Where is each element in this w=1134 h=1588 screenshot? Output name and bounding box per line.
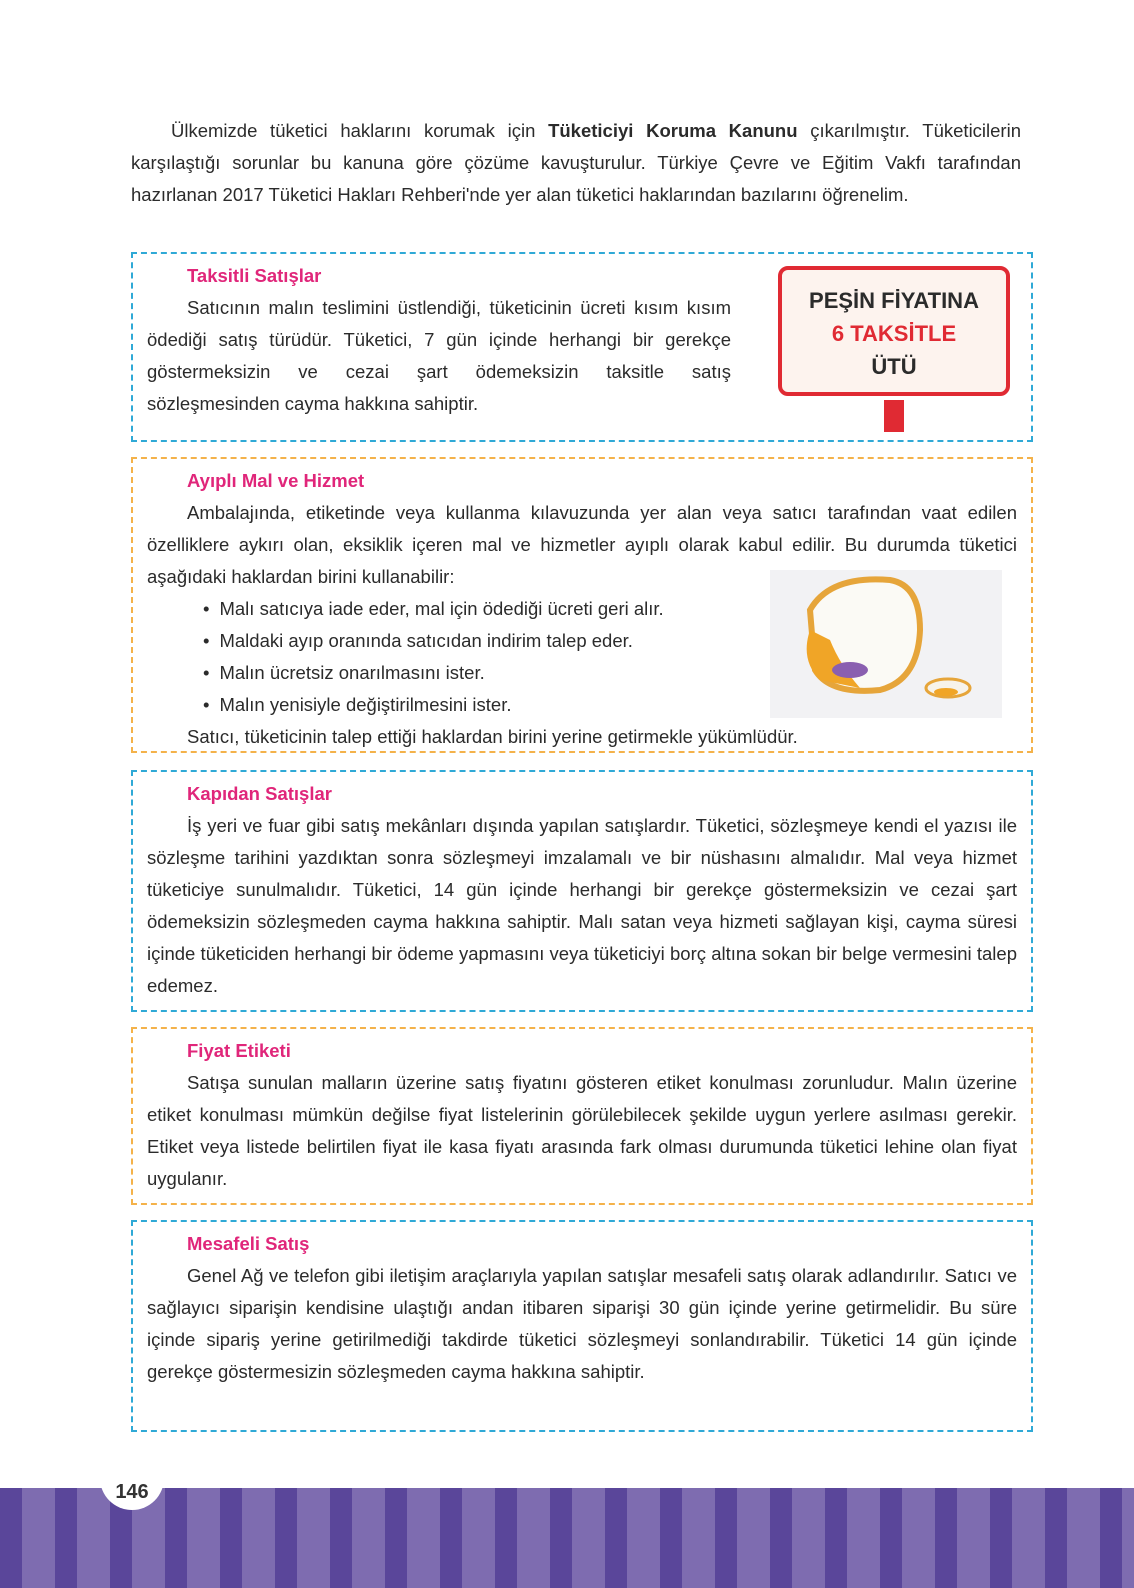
footer-stripes [0,1488,1134,1588]
sign-line-highlight: 6 TAKSİTLE [831,321,957,346]
section-closing: Satıcı, tüketicinin talep ettiği haklardan birini yerine getirmekle yükümlüdür. [187,726,798,747]
list-item: • Maldaki ayıp oranında satıcıdan indirim talep eder. [203,625,1017,657]
sign-pole [884,400,904,432]
sign-line: ÜTÜ [871,354,917,379]
list-item: • Malın yenisiyle değiştirilmesini ister. [203,689,1017,721]
section-text: Genel Ağ ve telefon gibi iletişim araçlarıyla yapılan satışlar mesafeli satış olarak adlandırılır. Satıcı ve sağlayıcı siparişin kendisine ulaştığı andan itibaren siparişi 30 gün içinde yerine getirmelidir. Bu süre içinde sipariş yerine getirilmediği takdirde tüketici sözleşmeyi sonlandırabilir. Tüketici 14 gün içinde gerekçe göstermesizin sözleşmeden cayma hakkına sahiptir. [147,1265,1017,1382]
section-door-sales [131,770,1033,1012]
section-text: İş yeri ve fuar gibi satış mekânları dışında yapılan satışlardır. Tüketici, sözleşmeye kendi el yazısı ile sözleşme tarihini yazdıktan sonra sözleşmeyi imzalamalı ve bir nüshasını almalıdır. Mal veya hizmet tüketiciye sunulmalıdır. Tüketici, 14 gün içinde herhangi bir gerekçe göstermeksizin ve cezai şart ödemeksizin sözleşmeden cayma hakkına sahiptir. Malı satan veya hizmeti sağlayan kişi, cayma süresi içinde tüketiciden herhangi bir ödeme yapmasını veya tüketiciyi borç altına sokan bir belge vermesini talep edemez. [147,815,1017,996]
section-title: Ayıplı Mal ve Hizmet [187,470,365,491]
list-item: • Malı satıcıya iade eder, mal için ödediği ücreti geri alır. [203,593,1017,625]
section-price-tag [131,1027,1033,1205]
section-distance-sales [131,1220,1033,1432]
section-text: Satıcının malın teslimini üstlendiği, tüketicinin ücreti kısım kısım ödediği satış türüdür. Tüketici, 7 gün içinde herhangi bir gerekçe göstermeksizin ve cezai şart ödemeksizin taksitle satış sözleşmesinden cayma hakkına sahiptir. [147,297,731,414]
section-title: Fiyat Etiketi [187,1040,291,1061]
page-number: 146 [100,1470,164,1510]
broken-plate-image [770,570,1002,718]
price-sign [778,266,1010,396]
section-text: Ambalajında, etiketinde veya kullanma kılavuzunda yer alan veya satıcı tarafından vaat edilen özelliklere aykırı olan, eksiklik içeren mal ve hizmetler ayıplı olarak kabul edilir. Bu durumda tüketici aşağıdaki haklardan birini kullanabilir: [147,502,1017,587]
section-text: Satışa sunulan malların üzerine satış fiyatını gösteren etiket konulması zorunludur. Malın üzerine etiket konulması mümkün değilse fiyat listelerinin görülebilecek şekilde uygun yerlere asılması gerekir. Etiket veya listede belirtilen fiyat ile kasa fiyatı arasında fark olması durumunda tüketici lehine olan fiyat uygulanır. [147,1072,1017,1189]
intro-paragraph: Ülkemizde tüketici haklarını korumak için Tüketiciyi Koruma Kanunu çıkarılmıştır. Tüketicilerin karşılaştığı sorunlar bu kanuna göre çözüme kavuşturulur. Türkiye Çevre ve Eğitim Vakfı tarafından hazırlanan 2017 Tüketici Hakları Rehberi'nde yer alan tüketici haklarından bazılarını öğrenelim. [131,120,1021,205]
section-title: Kapıdan Satışlar [187,783,332,804]
sign-line: PEŞİN FİYATINA [809,288,979,313]
list-item: • Malın ücretsiz onarılmasını ister. [203,657,1017,689]
section-title: Mesafeli Satış [187,1233,310,1254]
section-title: Taksitli Satışlar [187,265,322,286]
